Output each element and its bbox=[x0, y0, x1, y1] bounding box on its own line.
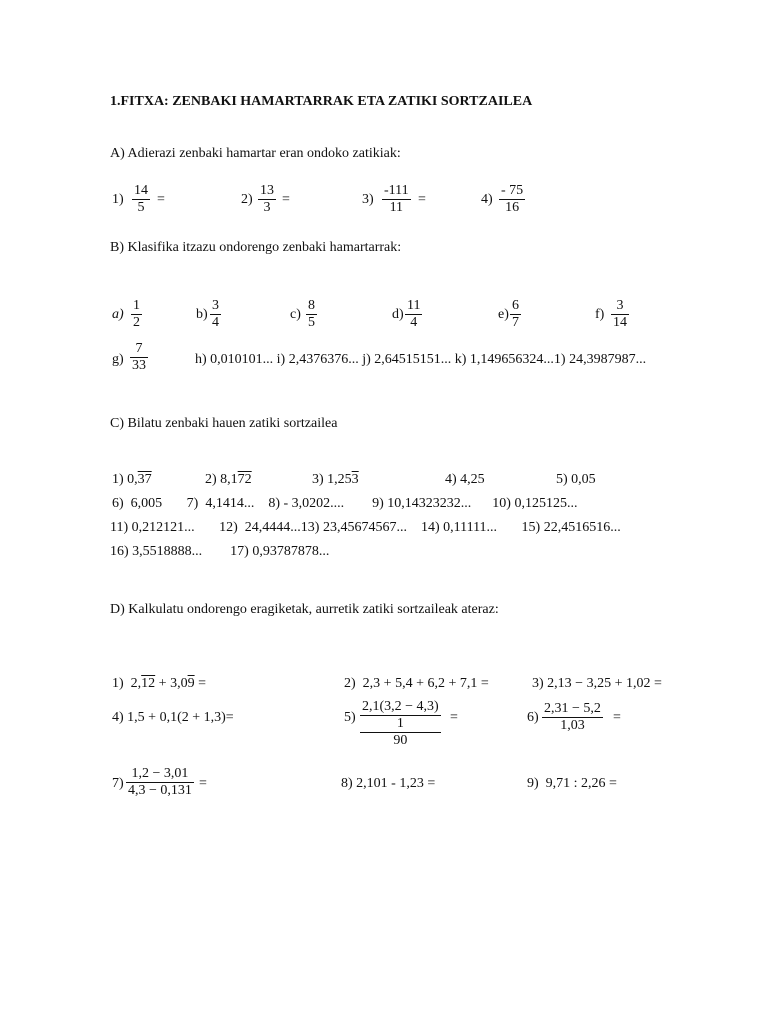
a-item-2-eq: = bbox=[282, 192, 290, 207]
b-item-g-label: g) bbox=[112, 352, 124, 367]
c-item-2: 2) 8,172 bbox=[205, 472, 252, 487]
a-item-1-eq: = bbox=[157, 192, 165, 207]
b-item-c-fraction: $\frac{8}{5}$ bbox=[308, 298, 315, 330]
b-item-f-label: f) bbox=[595, 307, 605, 322]
d-item-4: 4) 1,5 + 0,1(2 + 1,3)= bbox=[112, 710, 234, 725]
a-item-2-fraction: $\frac{13}{3}$ bbox=[260, 183, 274, 215]
d-item-2: 2) 2,3 + 5,4 + 6,2 + 7,1 = bbox=[344, 676, 489, 691]
c-item-3: 3) 1,253 bbox=[312, 472, 359, 487]
c-item-5: 5) 0,05 bbox=[556, 472, 596, 487]
b-item-c-label: c) bbox=[290, 307, 301, 322]
a-item-3-label: 3) bbox=[362, 192, 374, 207]
d-item-1: 1) 2,12 + 3,09 = bbox=[112, 676, 206, 691]
b-item-e-fraction: $\frac{6}{7}$ bbox=[512, 298, 519, 330]
c-row-3: 11) 0,212121... 12) 24,4444...13) 23,45674567... 14) 0,11111... 15) 22,4516516... bbox=[110, 520, 621, 535]
d-item-6-label: 6) bbox=[527, 710, 539, 725]
d-item-5-label: 5) bbox=[344, 710, 356, 725]
d-item-9: 9) 9,71 : 2,26 = bbox=[527, 776, 617, 791]
b-item-a-fraction: $\frac{1}{2}$ bbox=[133, 298, 140, 330]
b-item-b-label: b) bbox=[196, 307, 208, 322]
d-item-5-fraction: 2,1(3,2 − 4,3) 1 90 bbox=[362, 699, 439, 748]
c-item-4: 4) 4,25 bbox=[445, 472, 485, 487]
d-item-7-fraction: $\frac{1,2 - 3,01}{4,3 - 0,131}$ bbox=[128, 766, 192, 798]
b-item-d-fraction: $\frac{11}{4}$ bbox=[407, 298, 421, 330]
d-item-7-eq: = bbox=[199, 776, 207, 791]
b-item-b-fraction: $\frac{3}{4}$ bbox=[212, 298, 219, 330]
d-item-5-eq: = bbox=[450, 710, 458, 725]
d-item-7-label: 7) bbox=[112, 776, 124, 791]
b-item-e-label: e) bbox=[498, 307, 509, 322]
b-item-a-label: a) bbox=[112, 307, 124, 322]
b-decimals-row: h) 0,010101... i) 2,4376376... j) 2,64515151... k) 1,149656324...1) 24,3987987... bbox=[195, 352, 647, 367]
a-item-1-label: 1) bbox=[112, 192, 124, 207]
section-d-heading: D) Kalkulatu ondorengo eragiketak, aurretik zatiki sortzaileak ateraz: bbox=[110, 602, 499, 617]
a-item-4-label: 4) bbox=[481, 192, 493, 207]
a-item-1-fraction: $\frac{14}{5}$ bbox=[134, 183, 148, 215]
b-item-g-fraction: $\frac{7}{33}$ bbox=[132, 341, 146, 373]
c-item-1: 1) 0,37 bbox=[112, 472, 152, 487]
c-row-4: 16) 3,5518888... 17) 0,93787878... bbox=[110, 544, 330, 559]
b-item-d-label: d) bbox=[392, 307, 404, 322]
section-b-heading: B) Klasifika itzazu ondorengo zenbaki hamartarrak: bbox=[110, 240, 402, 255]
section-c-heading: C) Bilatu zenbaki hauen zatiki sortzailea bbox=[110, 416, 338, 431]
section-a-heading: A) Adierazi zenbaki hamartar eran ondoko zatikiak: bbox=[110, 146, 401, 161]
d-item-3: 3) 2,13 − 3,25 + 1,02 = bbox=[532, 676, 662, 691]
d-item-8: 8) 2,101 - 1,23 = bbox=[341, 776, 436, 791]
a-item-2-label: 2) bbox=[241, 192, 253, 207]
d-item-6-fraction: $\frac{2,31 - 5,2}{1,03}$ bbox=[544, 701, 601, 733]
b-item-f-fraction: $\frac{3}{14}$ bbox=[613, 298, 627, 330]
a-item-3-eq: = bbox=[418, 192, 426, 207]
page-title: 1.FITXA: ZENBAKI HAMARTARRAK ETA ZATIKI SORTZAILEA bbox=[110, 94, 533, 109]
a-item-4-fraction: $\frac{- 75}{16}$ bbox=[501, 183, 524, 215]
c-row-2: 6) 6,005 7) 4,1414... 8) - 3,0202.... 9) 10,14323232... 10) 0,125125... bbox=[112, 496, 578, 511]
a-item-3-fraction: $\frac{-111}{11}$ bbox=[384, 183, 409, 215]
d-item-6-eq: = bbox=[613, 710, 621, 725]
